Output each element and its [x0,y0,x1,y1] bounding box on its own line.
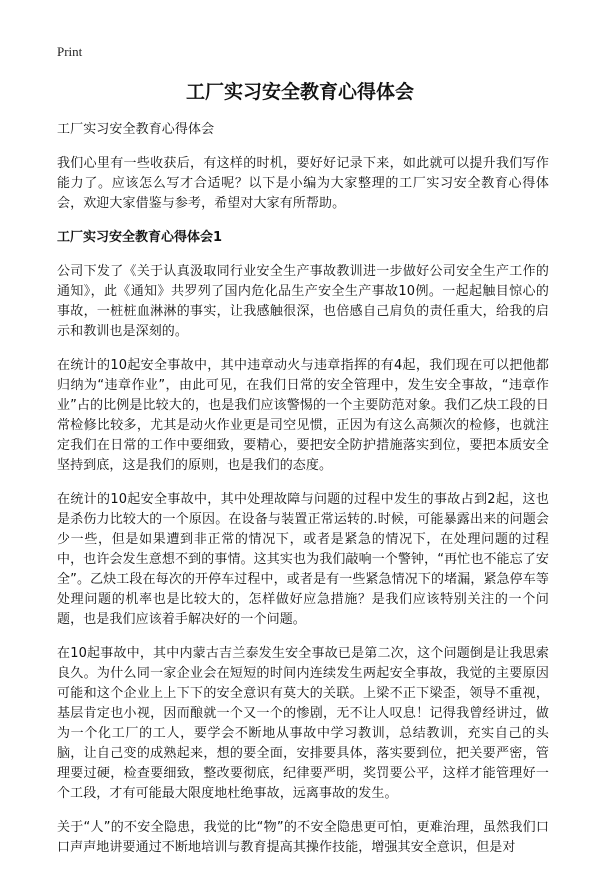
page-title: 工厂实习安全教育心得体会 [185,81,414,103]
body-paragraph: 公司下发了《关于认真汲取同行业安全生产事故教训进一步做好公司安全生产工作的通知》，此《通知》共罗列了国内危化品生产安全生产事故10例。一起起触目惊心的事故，一桩桩血淋淋的事实，让我感触很深，也倍感自己肩负的责任重大，给我的启示和教训也是深刻的。 [57,264,549,339]
body-paragraph: 在10起事故中，其中内蒙古吉兰泰发生安全事故已是第二次，这个问题倒是让我思索良久。为什么同一家企业会在短短的时间内连续发生两起安全事故，我觉的主要原因可能和这个企业上上下下的安全意识有莫大的关联。上梁不正下梁歪，领导不重视，基层肯定也小视，因而酿就一个又一个的惨剧，无不让人叹息！记得我曾经讲过，做为一个化工厂的工人，要学会不断地从事故中学习教训，总结教训，充实自己的头脑，让自己变的成熟起来，想的要全面，安排要具体，落实要到位，把关要严密，管理要过硬，检查要细致，整改要彻底，纪律要严明，奖罚要公平，这样才能管理好一个工段，才有可能最大限度地杜绝事故，远离事故的发生。 [57,646,549,801]
intro-paragraph: 我们心里有一些收获后，有这样的时机，要好好记录下来，如此就可以提升我们写作能力了。应该怎么写才合适呢？以下是小编为大家整理的工厂实习安全教育心得体会，欢迎大家借鉴与参考，希望对大家有所帮助。 [57,156,549,211]
document-body [57,120,549,872]
section-heading: 工厂实习安全教育心得体会1 [57,230,223,245]
document-subtitle: 工厂实习安全教育心得体会 [57,122,215,137]
print-link[interactable]: Print [57,44,83,59]
body-paragraph: 在统计的10起安全事故中，其中违章动火与违章指挥的有4起，我们现在可以把他都归纳为“违章作业”，由此可见，在我们日常的安全管理中，发生安全事故，“违章作业”占的比例是比较大的，也是我们应该警惕的一个主要防范对象。我们乙炔工段的日常检修比较多，尤其是动火作业更是司空见惯，正因为有这么高频次的检修，也就注定我们在日常的工作中要细致，要精心，要把安全防护措施落实到位，要把本质安全坚持到底，这是我们的原则，也是我们的态度。 [57,358,549,473]
body-paragraph: 关于“人”的不安全隐患，我觉的比“物”的不安全隐患更可怕，更难治理，虽然我们口口声声地讲要通过不断地培训与教育提高其操作技能，增强其安全意识，但是对 [57,820,549,855]
body-paragraph: 在统计的10起安全事故中，其中处理故障与问题的过程中发生的事故占到2起，这也是杀伤力比较大的一个原因。在设备与装置正常运转的.时候，可能暴露出来的问题会少一些，但是如果遭到非正常的情况下，或者是紧急的情况下，在处理问题的过程中，也许会发生意想不到的事情。这其实也为我们敲响一个警钟，“再忙也不能忘了安全”。乙炔工段在每次的开停车过程中，或者是有一些紧急情况下的堵漏，紧急停车等处理问题的机率也是比较大的，怎样做好应急措施？是我们应该特别关注的一个问题，也是我们应该着手解决好的一个问题。 [57,492,549,627]
